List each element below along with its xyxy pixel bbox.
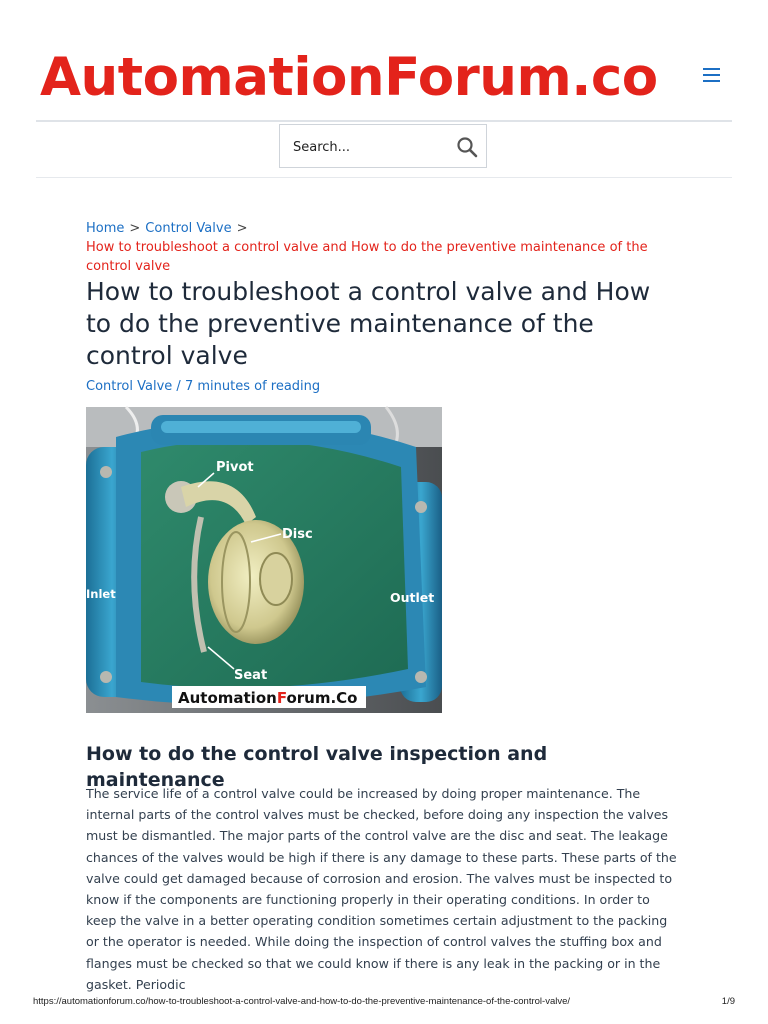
breadcrumb-separator: > <box>129 221 141 236</box>
figure-label-pivot: Pivot <box>216 460 254 475</box>
article-paragraph: The service life of a control valve could be increased by doing proper maintenance. The internal parts of the control valves must be checked, before doing any inspection the valves must be dismantled. The major parts of the control valve are the disc and seat. The leakage chances of the valves would be high if there is any damage to these parts. These parts of the valve could get damaged because of corrosion and erosion. The valves must be inspected to know if the components are functioning properly in their operating conditions. In order to keep the valve in a better operating condition sometimes certain adjustment to the packing or the operator is needed. While doing the inspection of control valves the stuffing box and flanges must be checked so that we could know if there is any leak in the packing or in the gasket. Periodic <box>86 786 677 992</box>
watermark-logo: AutomationForum.Co <box>178 689 358 707</box>
section-heading: How to do the control valve inspection and maintenance <box>86 743 548 791</box>
post-category-link[interactable]: Control Valve <box>86 379 173 394</box>
figure-label-inlet: Inlet <box>86 587 116 601</box>
page-title: How to troubleshoot a control valve and How to do the preventive maintenance of the control valve <box>86 277 651 370</box>
meta-separator: / <box>176 379 181 394</box>
print-page-number: 1/9 <box>721 996 735 1007</box>
breadcrumb-separator: > <box>236 221 248 236</box>
figure-label-outlet: Outlet <box>390 590 435 605</box>
search-icon[interactable] <box>456 136 478 158</box>
print-url: https://automationforum.co/how-to-troubleshoot-a-control-valve-and-how-to-do-the-preventive-maintenance-of-the-control-valve/ <box>33 996 571 1007</box>
breadcrumb-home-link[interactable]: Home <box>86 221 125 236</box>
post-meta <box>86 379 682 394</box>
breadcrumb <box>86 219 682 276</box>
reading-time: 7 minutes of reading <box>184 379 321 394</box>
hamburger-menu-icon[interactable] <box>703 68 720 82</box>
check-valve-cutaway-image <box>86 407 442 713</box>
breadcrumb-current: How to troubleshoot a control valve and How to do the preventive maintenance of the control valve <box>86 240 648 274</box>
breadcrumb-category-link[interactable]: Control Valve <box>145 221 232 236</box>
search-divider <box>36 177 732 178</box>
site-logo[interactable]: AutomationForum.co <box>40 47 658 108</box>
header-divider <box>36 120 732 122</box>
search-input[interactable] <box>293 137 443 157</box>
figure-label-seat: Seat <box>234 668 268 683</box>
search-form <box>279 124 487 168</box>
article-featured-image <box>86 407 442 713</box>
figure-label-disc: Disc <box>282 527 313 542</box>
